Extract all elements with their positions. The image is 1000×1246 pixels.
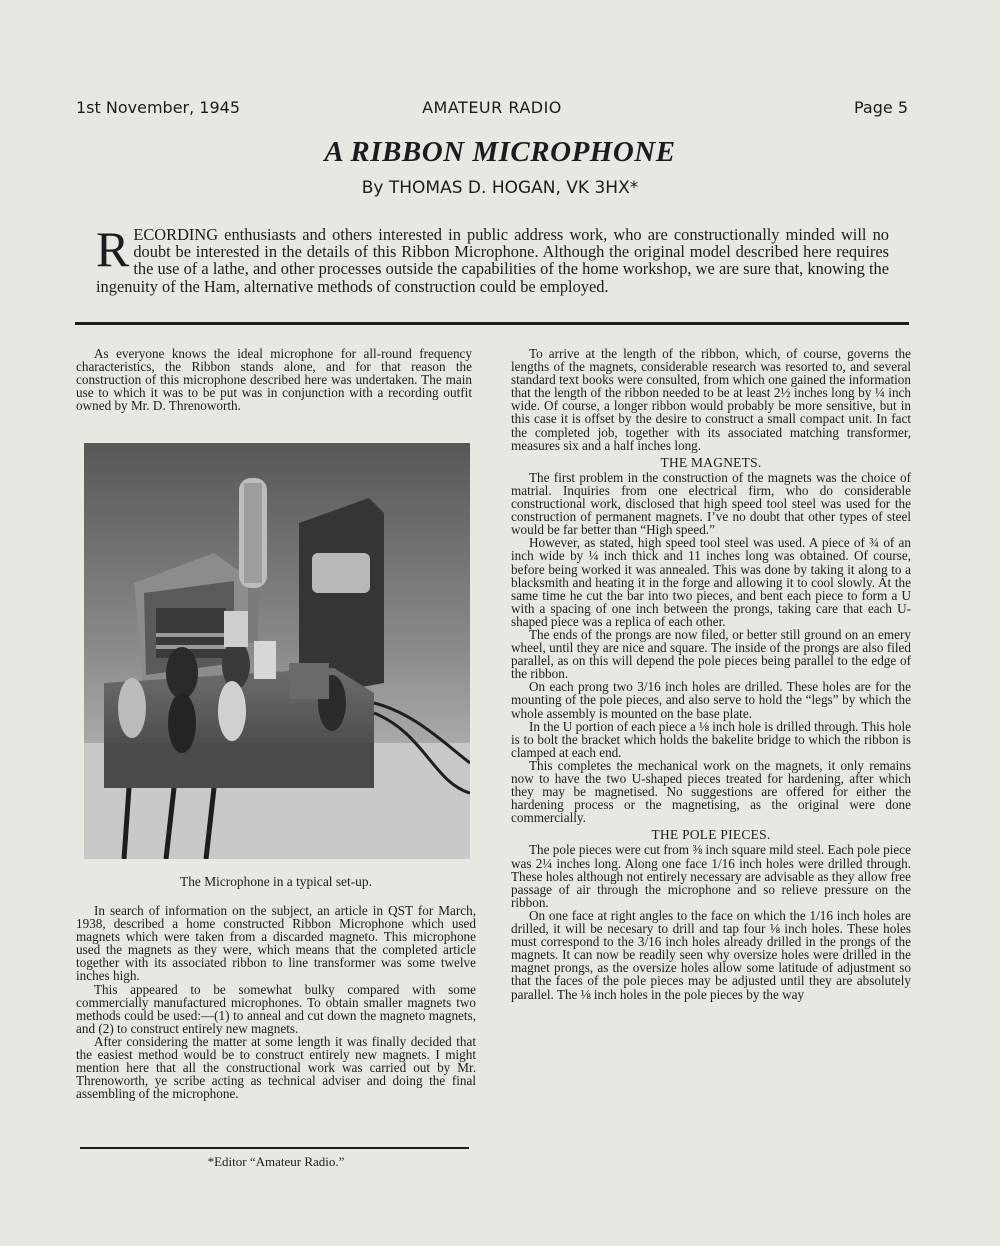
paragraph: The ends of the prongs are now filed, or better still ground on an emery wheel, until they are nice and square. The inside of the prongs are also filed parallel, as on this will depend the pole pieces being parallel to the edge of the ribbon. xyxy=(511,626,911,682)
paragraph: However, as stated, high speed tool steel was used. A piece of ¾ of an inch wide by ¼ inch thick and 11 inches long was obtained. Of course, before being worked it was annealed. This was done by taking it along to a blacksmith and heating it in the forge and allowing it to cool slowly. At the same time he cut the bar into two pieces, and bent each piece to form a U with a spacing of one inch between the prongs, taking care that each U-shaped piece was a replica of each other. xyxy=(511,535,911,629)
section-heading-magnets: THE MAGNETS. xyxy=(660,454,762,470)
paragraph: On one face at right angles to the face on which the 1/16 inch holes are drilled, it will be necesary to drill and tap four ⅛ inch holes. These holes must correspond to the 3/16 inch holes already drilled in the prongs of the magnets. It can now be readily seen why oversize holes were drilled in the magnet prongs, as the oversize holes allow some latitude of adjustment so that the faces of the pole pieces may be adjusted until they are absolutely parallel. The ⅛ inch holes in the pole pieces by the way xyxy=(511,907,911,1002)
footnote: *Editor “Amateur Radio.” xyxy=(207,1154,345,1169)
article-byline: By THOMAS D. HOGAN, VK 3HX* xyxy=(361,178,639,198)
running-header xyxy=(76,98,908,120)
paragraph: The pole pieces were cut from ⅜ inch square mild steel. Each pole piece was 2¼ inches long. Along one face 1/16 inch holes were drilled through. These holes although not entirely necessary are advisable as they allow free passage of air through the microphone and so relieve pressure on the ribbon. xyxy=(511,842,911,910)
paragraph: To arrive at the length of the ribbon, which, of course, governs the lengths of the magnets, considerable research was resorted to, and several standard text books were consulted, from which one gained the information that the length of the ribbon needed to be at least 2½ inches long by ¼ inch wide. Of course, a longer ribbon would probably be more sensitive, but in this case it is offset by the desire to construct a small compact unit. In fact the completed job, together with its associated matching transformer, measures six and a half inches long. xyxy=(511,346,911,453)
section-heading-pole-pieces: THE POLE PIECES. xyxy=(651,827,771,843)
left-column-top xyxy=(76,347,472,412)
paragraph: In the U portion of each piece a ⅛ inch hole is drilled through. This hole is to bolt the bracket which holds the bakelite bridge to which the ribbon is clamped at each end. xyxy=(511,718,911,760)
issue-date: 1st November, 1945 xyxy=(76,98,240,117)
paragraph: This appeared to be somewhat bulky compared with some commercially manufactured microphones. To obtain smaller magnets two methods could be used:—(1) to anneal and cut down the magneto magnets, and (2) to construct entirely new magnets. xyxy=(76,981,476,1036)
photo-caption: The Microphone in a typical set-up. xyxy=(180,874,372,889)
intro-text: ECORDING enthusiasts and others interested in public address work, who are constructionally minded will no doubt be interested in the details of this Ribbon Microphone. Although the original model described here requires the use of a lathe, and other processes outside the capabilities of the home workshop, we are sure that, knowing the ingenuity of the Ham, alternative methods of construction could be employed. xyxy=(96,225,889,296)
publication-name: AMATEUR RADIO xyxy=(422,98,562,117)
paragraph: In search of information on the subject, an article in QST for March, 1938, described a home constructed Ribbon Microphone which used magnets which were taken from a discarded magneto. This microphone used the magnets as they were, which means that the completed article together with its associated ribbon to line transformer was some twelve inches high. xyxy=(76,903,476,984)
article-intro xyxy=(96,221,889,296)
left-column-bottom xyxy=(76,904,476,1100)
article-title: A RIBBON MICROPHONE xyxy=(324,136,676,168)
right-column xyxy=(511,347,911,1001)
paragraph: As everyone knows the ideal microphone for all-round frequency characteristics, the Ribbon stands alone, and for that reason the construction of this microphone described here was undertaken. The main use to which it was to be put was in conjunction with a recording outfit owned by Mr. D. Threnoworth. xyxy=(76,346,472,414)
drop-cap: R xyxy=(96,221,130,277)
paragraph: After considering the matter at some length it was finally decided that the easiest method would be to construct entirely new magnets. I might mention here that all the constructional work was carried out by Mr. Threnoworth, ye scribe acting as technical adviser and doing the final assembling of the microphone. xyxy=(76,1033,476,1102)
paragraph: The first problem in the construction of the magnets was the choice of matrial. Inquiries from one electrical firm, who do considerable constructional work, disclosed that high speed tool steel was used for the construction of permanent magnets. I’ve no doubt that other types of steel would be far better than “High speed.” xyxy=(511,469,911,538)
header-divider xyxy=(75,322,909,325)
footnote-divider xyxy=(80,1147,469,1149)
microphone-photo-illustration xyxy=(84,443,470,859)
paragraph: This completes the mechanical work on the magnets, it only remains now to have the two U-shaped pieces treated for hardening, after which they may be magnetised. No suggestions are offered for either the hardening process or the magnetising, as the original were done commercially. xyxy=(511,757,911,826)
page-number: Page 5 xyxy=(854,98,908,117)
paragraph: On each prong two 3/16 inch holes are drilled. These holes are for the mounting of the pole pieces, and also serve to hold the “legs” by which the whole assembly is mounted on the base plate. xyxy=(511,679,911,721)
microphone-photo xyxy=(84,443,470,859)
